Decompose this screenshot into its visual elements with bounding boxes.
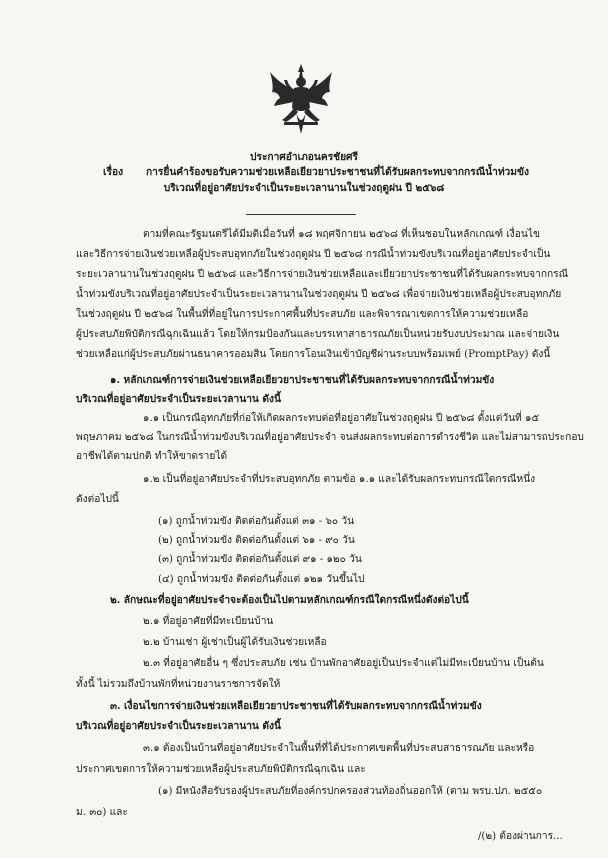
clause-3-1-cont: ประกาศเขตการให้ความช่วยเหลือผู้ประสบภัยพิบัติกรณีฉุกเฉิน และ bbox=[76, 764, 366, 775]
clause-3-1: ๓.๑ ต้องเป็นบ้านที่อยู่อาศัยประจำในพื้นที่ที่ได้ประกาศเขตพื้นที่ประสบสาธารณภัย และหรือ bbox=[143, 743, 535, 754]
clause-1-1: ๑.๑ เป็นกรณีอุทกภัยที่ก่อให้เกิดผลกระทบต่อที่อยู่อาศัยในช่วงฤดูฝน ปี ๒๕๖๘ ตั้งแต่วันที่ ๑๕ bbox=[143, 413, 540, 424]
subject-label: เรื่อง bbox=[103, 166, 124, 178]
intro-line: ผู้ประสบภัยพิบัติกรณีฉุกเฉินแล้ว โดยให้กรมป้องกันและบรรเทาสาธารณภัยเป็นหน่วยรับงบประมาณ และจ่ายเงิน bbox=[76, 329, 560, 340]
section-2-heading: ๒. ลักษณะที่อยู่อาศัยประจำจะต้องเป็นไปตามหลักเกณฑ์กรณีใดกรณีหนึ่งดังต่อไปนี้ bbox=[110, 594, 469, 606]
subject-line-1: การยื่นคำร้องขอรับความช่วยเหลือเยียวยาประชาชนที่ได้รับผลกระทบจากกรณีน้ำท่วมขัง bbox=[146, 166, 529, 178]
list-item: (๓) ถูกน้ำท่วมขัง ติดต่อกันตั้งแต่ ๙๑ - ๑๒๐ วัน bbox=[158, 554, 362, 565]
section-1-heading-cont: บริเวณที่อยู่อาศัยประจำเป็นระยะเวลานาน ดังนี้ bbox=[76, 393, 281, 405]
clause-2-1: ๒.๑ ที่อยู่อาศัยที่มีทะเบียนบ้าน bbox=[143, 616, 274, 627]
section-1-heading: ๑. หลักเกณฑ์การจ่ายเงินช่วยเหลือเยียวยาประชาชนที่ได้รับผลกระทบจากกรณีน้ำท่วมขัง bbox=[110, 374, 495, 386]
clause-3-1-item: (๑) มีหนังสือรับรองผู้ประสบภัยที่องค์กรปกครองส่วนท้องถิ่นออกให้ (ตาม พรบ.ปภ. ๒๕๕๐ bbox=[158, 786, 543, 797]
section-3-heading-cont: บริเวณที่อยู่อาศัยประจำเป็นระยะเวลานาน ดังนี้ bbox=[76, 720, 281, 732]
clause-2-2: ๒.๒ บ้านเช่า ผู้เช่าเป็นผู้ได้รับเงินช่วยเหลือ bbox=[143, 637, 327, 648]
clause-1-1-cont: อาชีพได้ตามปกติ ทำให้ขาดรายได้ bbox=[76, 451, 228, 462]
section-3-heading: ๓. เงื่อนไขการจ่ายเงินช่วยเหลือเยียวยาประชาชนที่ได้รับผลกระทบจากกรณีน้ำท่วมขัง bbox=[110, 700, 482, 712]
intro-line: ในช่วงฤดูฝน ปี ๒๕๖๘ ในพื้นที่ที่อยู่ในการประกาศพื้นที่ประสบภัย และพิจารณาเขตการให้ความช่วยเหลือ bbox=[76, 309, 529, 320]
list-item: (๔) ถูกน้ำท่วมขัง ติดต่อกันตั้งแต่ ๑๒๑ วันขึ้นไป bbox=[158, 574, 365, 585]
list-item: (๒) ถูกน้ำท่วมขัง ติดต่อกันตั้งแต่ ๖๑ - ๙๐ วัน bbox=[158, 535, 355, 546]
clause-2-3: ๒.๓ ที่อยู่อาศัยอื่น ๆ ซึ่งประสบภัย เช่น บ้านพักอาศัยอยู่เป็นประจำแต่ไม่มีทะเบียนบ้าน เป็นต้น bbox=[143, 658, 544, 669]
clause-3-1-item-cont: ม. ๓๐) และ bbox=[76, 807, 128, 818]
clause-2-3-cont: ทั้งนี้ ไม่รวมถึงบ้านพักที่หน่วยงานราชการจัดให้ bbox=[76, 679, 281, 690]
intro-line: และวิธีการจ่ายเงินช่วยเหลือผู้ประสบอุทกภัยในช่วงฤดูฝน ปี ๒๕๖๘ กรณีน้ำท่วมขังบริเวณที่อยู่อาศัยประจำเป็น bbox=[76, 249, 551, 260]
document-title: ประกาศอำเภอนครชัยศรี bbox=[250, 151, 358, 163]
intro-line: ระยะเวลานานในช่วงฤดูฝน ปี ๒๕๖๘ และวิธีการจ่ายเงินช่วยเหลือและเยียวยาประชาชนที่ได้รับผลกระทบจากกรณี bbox=[76, 269, 569, 280]
title-divider bbox=[246, 214, 356, 215]
subject-line-2: บริเวณที่อยู่อาศัยประจำเป็นระยะเวลานานในช่วงฤดูฝน ปี ๒๕๖๘ bbox=[163, 182, 445, 194]
page-continuation: /(๒) ต้องผ่านการ... bbox=[478, 831, 563, 842]
intro-line: ช่วยเหลือแก่ผู้ประสบภัยผ่านธนาคารออมสิน โดยการโอนเงินเข้าบัญชีผ่านระบบพร้อมเพย์ (PromptPay) ดังนี้ bbox=[76, 349, 551, 360]
clause-1-1-cont: พฤษภาคม ๒๕๖๘ ในกรณีน้ำท่วมขังบริเวณที่อยู่อาศัยประจำ จนส่งผลกระทบต่อการดำรงชีวิต และไม่สามารถประกอบ bbox=[76, 432, 584, 443]
clause-1-2-cont: ดังต่อไปนี้ bbox=[76, 494, 119, 505]
clause-1-2: ๑.๒ เป็นที่อยู่อาศัยประจำที่ประสบอุทกภัย ตามข้อ ๑.๑ และได้รับผลกระทบกรณีใดกรณีหนึ่ง bbox=[143, 474, 536, 485]
intro-line: น้ำท่วมขังบริเวณที่อยู่อาศัยประจำเป็นระยะเวลานานในช่วงฤดูฝน ปี ๒๕๖๘ เพื่อจ่ายเงินช่วยเหลือผู้ประสบอุทกภัย bbox=[76, 289, 562, 300]
list-item: (๑) ถูกน้ำท่วมขัง ติดต่อกันตั้งแต่ ๓๑ - ๖๐ วัน bbox=[158, 516, 355, 527]
garuda-emblem-icon bbox=[266, 62, 336, 138]
intro-line: ตามที่คณะรัฐมนตรีได้มีมติเมื่อวันที่ ๑๘ พฤศจิกายน ๒๕๖๘ ที่เห็นชอบในหลักเกณฑ์ เงื่อนไข bbox=[143, 229, 540, 240]
